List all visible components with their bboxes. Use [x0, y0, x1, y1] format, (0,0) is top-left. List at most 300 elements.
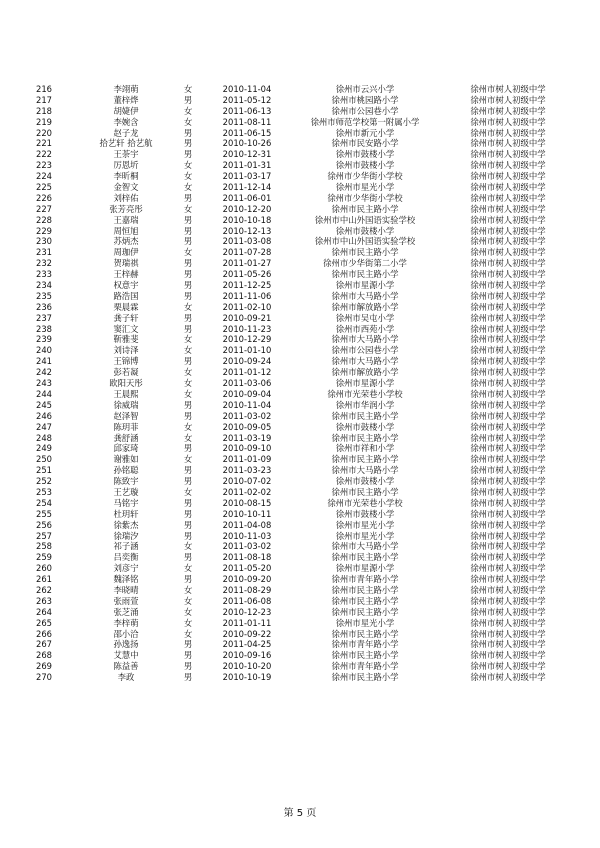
table-row — [0, 171, 600, 182]
student-name: 周珈伊 — [113, 247, 139, 258]
primary-school: 徐州市中山外国语实验学校 — [314, 236, 416, 247]
middle-school: 徐州市树人初级中学 — [470, 192, 546, 203]
student-name: 魏泽铭 — [113, 574, 139, 585]
table-row — [0, 182, 600, 193]
row-number: 249 — [36, 443, 52, 454]
birth-date: 2011-01-31 — [222, 160, 272, 171]
birth-date: 2010-12-23 — [222, 606, 272, 617]
birth-date: 2011-03-06 — [222, 378, 272, 389]
middle-school: 徐州市树人初级中学 — [470, 486, 546, 497]
primary-school: 徐州市师范学校第一附属小学 — [310, 116, 420, 127]
row-number: 252 — [36, 476, 52, 487]
gender: 女 — [183, 421, 193, 432]
gender: 女 — [183, 334, 193, 345]
student-name: 周恒旭 — [113, 225, 139, 236]
middle-school: 徐州市树人初级中学 — [470, 584, 546, 595]
student-name: 李晓晴 — [113, 584, 139, 595]
row-number: 265 — [36, 617, 52, 628]
birth-date: 2011-05-26 — [222, 269, 272, 280]
middle-school: 徐州市树人初级中学 — [470, 628, 546, 639]
primary-school: 徐州市鼓楼小学 — [335, 421, 395, 432]
gender: 女 — [183, 563, 193, 574]
student-name: 王锦博 — [113, 356, 139, 367]
student-name: 刘诗泽 — [113, 345, 139, 356]
birth-date: 2011-01-12 — [222, 367, 272, 378]
birth-date: 2011-01-27 — [222, 258, 272, 269]
page-number: 第 5 页 — [283, 808, 317, 819]
student-name: 龚子轩 — [113, 312, 139, 323]
middle-school: 徐州市树人初级中学 — [470, 410, 546, 421]
student-name: 陈致宇 — [113, 476, 139, 487]
middle-school: 徐州市树人初级中学 — [470, 552, 546, 563]
gender: 女 — [183, 182, 193, 193]
row-number: 266 — [36, 628, 52, 639]
student-name: 金智文 — [113, 182, 139, 193]
primary-school: 徐州市鼓楼小学 — [335, 149, 395, 160]
gender: 男 — [183, 650, 193, 661]
table-row — [0, 443, 600, 454]
table-row — [0, 585, 600, 596]
table-row — [0, 324, 600, 335]
primary-school: 徐州市吴屯小学 — [335, 312, 395, 323]
gender: 女 — [183, 105, 193, 116]
primary-school: 徐州市民安路小学 — [331, 138, 399, 149]
table-row — [0, 650, 600, 661]
gender: 女 — [183, 388, 193, 399]
table-row — [0, 106, 600, 117]
table-row — [0, 291, 600, 302]
row-number: 226 — [36, 192, 52, 203]
gender: 男 — [183, 225, 193, 236]
primary-school: 徐州市青年路小学 — [331, 639, 399, 650]
gender: 女 — [183, 160, 193, 171]
gender: 女 — [183, 606, 193, 617]
table-row — [0, 465, 600, 476]
gender: 女 — [183, 84, 193, 94]
row-number: 225 — [36, 182, 52, 193]
primary-school: 徐州市民主路小学 — [331, 454, 399, 465]
birth-date: 2010-09-21 — [222, 312, 272, 323]
gender: 男 — [183, 138, 193, 149]
birth-date: 2011-06-08 — [222, 595, 272, 606]
gender: 男 — [183, 149, 193, 160]
middle-school: 徐州市树人初级中学 — [470, 84, 546, 94]
row-number: 260 — [36, 563, 52, 574]
gender: 男 — [183, 410, 193, 421]
table-row — [0, 661, 600, 672]
student-name: 马铭宇 — [113, 497, 139, 508]
birth-date: 2011-03-08 — [222, 236, 272, 247]
middle-school: 徐州市树人初级中学 — [470, 617, 546, 628]
student-name: 张芝涌 — [113, 606, 139, 617]
table-row — [0, 607, 600, 618]
gender: 女 — [183, 345, 193, 356]
birth-date: 2011-06-13 — [222, 105, 272, 116]
primary-school: 徐州市星源小学 — [335, 563, 395, 574]
table-row — [0, 193, 600, 204]
gender: 女 — [183, 454, 193, 465]
primary-school: 徐州市星源小学 — [335, 280, 395, 291]
student-name: 靳雅斐 — [113, 334, 139, 345]
row-number: 236 — [36, 301, 52, 312]
birth-date: 2011-04-08 — [222, 519, 272, 530]
gender: 男 — [183, 399, 193, 410]
gender: 女 — [183, 171, 193, 182]
table-row — [0, 531, 600, 542]
student-name: 邱家琦 — [113, 443, 139, 454]
row-number: 242 — [36, 367, 52, 378]
middle-school: 徐州市树人初级中学 — [470, 94, 546, 105]
middle-school: 徐州市树人初级中学 — [470, 138, 546, 149]
table-row — [0, 128, 600, 139]
primary-school: 徐州市青年路小学 — [331, 661, 399, 672]
student-name: 徐紫杰 — [113, 519, 139, 530]
primary-school: 徐州市鼓楼小学 — [335, 160, 395, 171]
table-row — [0, 596, 600, 607]
middle-school: 徐州市树人初级中学 — [470, 388, 546, 399]
student-name: 刘彦宁 — [113, 563, 139, 574]
table-row — [0, 160, 600, 171]
row-number: 259 — [36, 552, 52, 563]
primary-school: 徐州市星光小学 — [335, 530, 395, 541]
row-number: 223 — [36, 160, 52, 171]
gender: 女 — [183, 432, 193, 443]
birth-date: 2011-05-12 — [222, 94, 272, 105]
birth-date: 2011-02-02 — [222, 486, 272, 497]
middle-school: 徐州市树人初级中学 — [470, 290, 546, 301]
middle-school: 徐州市树人初级中学 — [470, 247, 546, 258]
row-number: 221 — [36, 138, 52, 149]
gender: 男 — [183, 530, 193, 541]
gender: 男 — [183, 127, 193, 138]
table-row — [0, 84, 600, 95]
birth-date: 2010-08-15 — [222, 497, 272, 508]
gender: 女 — [183, 584, 193, 595]
row-number: 243 — [36, 378, 52, 389]
table-row — [0, 509, 600, 520]
table-row — [0, 95, 600, 106]
student-name: 贺瑞祺 — [113, 258, 139, 269]
row-number: 218 — [36, 105, 52, 116]
primary-school: 徐州市星光小学 — [335, 182, 395, 193]
birth-date: 2010-10-26 — [222, 138, 272, 149]
table-row — [0, 258, 600, 269]
student-name: 赵子龙 — [113, 127, 139, 138]
birth-date: 2011-04-25 — [222, 639, 272, 650]
row-number: 262 — [36, 584, 52, 595]
table-row — [0, 367, 600, 378]
primary-school: 徐州市大马路小学 — [331, 334, 399, 345]
primary-school: 徐州市民主路小学 — [331, 628, 399, 639]
primary-school: 徐州市鼓楼小学 — [335, 508, 395, 519]
gender: 男 — [183, 258, 193, 269]
middle-school: 徐州市树人初级中学 — [470, 345, 546, 356]
gender: 女 — [183, 617, 193, 628]
middle-school: 徐州市树人初级中学 — [470, 214, 546, 225]
primary-school: 徐州市民主路小学 — [331, 584, 399, 595]
gender: 男 — [183, 443, 193, 454]
gender: 女 — [183, 247, 193, 258]
primary-school: 徐州市少华街小学校 — [327, 192, 403, 203]
primary-school: 徐州市祥和小学 — [335, 443, 395, 454]
student-name: 李婉含 — [113, 116, 139, 127]
primary-school: 徐州市民主路小学 — [331, 552, 399, 563]
middle-school: 徐州市树人初级中学 — [470, 301, 546, 312]
primary-school: 徐州市西苑小学 — [335, 323, 395, 334]
middle-school: 徐州市树人初级中学 — [470, 203, 546, 214]
row-number: 240 — [36, 345, 52, 356]
student-name: 艾慧中 — [113, 650, 139, 661]
row-number: 268 — [36, 650, 52, 661]
student-name: 董梓烨 — [113, 94, 139, 105]
birth-date: 2011-03-19 — [222, 432, 272, 443]
student-name: 李政 — [117, 672, 135, 683]
student-name: 窦汇文 — [113, 323, 139, 334]
table-row — [0, 422, 600, 433]
student-name: 杜玥轩 — [113, 508, 139, 519]
student-name: 谢雅如 — [113, 454, 139, 465]
gender: 男 — [183, 323, 193, 334]
student-name: 路浩国 — [113, 290, 139, 301]
table-row — [0, 574, 600, 585]
row-number: 258 — [36, 541, 52, 552]
row-number: 238 — [36, 323, 52, 334]
row-number: 246 — [36, 410, 52, 421]
birth-date: 2011-02-10 — [222, 301, 272, 312]
middle-school: 徐州市树人初级中学 — [470, 334, 546, 345]
table-row — [0, 433, 600, 444]
gender: 女 — [183, 367, 193, 378]
birth-date: 2010-12-13 — [222, 225, 272, 236]
gender: 男 — [183, 476, 193, 487]
row-number: 257 — [36, 530, 52, 541]
birth-date: 2010-10-19 — [222, 672, 272, 683]
primary-school: 徐州市光荣巷小学校 — [327, 388, 403, 399]
row-number: 251 — [36, 465, 52, 476]
primary-school: 徐州市公园巷小学 — [331, 345, 399, 356]
row-number: 231 — [36, 247, 52, 258]
primary-school: 徐州市大马路小学 — [331, 541, 399, 552]
gender: 男 — [183, 552, 193, 563]
birth-date: 2010-11-03 — [222, 530, 272, 541]
birth-date: 2011-12-14 — [222, 182, 272, 193]
middle-school: 徐州市树人初级中学 — [470, 116, 546, 127]
birth-date: 2010-12-20 — [222, 203, 272, 214]
birth-date: 2010-12-29 — [222, 334, 272, 345]
table-row — [0, 639, 600, 650]
table-row — [0, 149, 600, 160]
birth-date: 2010-09-10 — [222, 443, 272, 454]
middle-school: 徐州市树人初级中学 — [470, 280, 546, 291]
birth-date: 2011-01-11 — [222, 617, 272, 628]
birth-date: 2011-06-01 — [222, 192, 272, 203]
table-row — [0, 629, 600, 640]
birth-date: 2011-08-11 — [222, 116, 272, 127]
gender: 男 — [183, 192, 193, 203]
student-name: 龚舒涵 — [113, 432, 139, 443]
gender: 女 — [183, 628, 193, 639]
gender: 男 — [183, 574, 193, 585]
student-name: 李昕桐 — [113, 171, 139, 182]
row-number: 232 — [36, 258, 52, 269]
student-name: 王嘉瑞 — [113, 214, 139, 225]
birth-date: 2011-01-09 — [222, 454, 272, 465]
table-row — [0, 400, 600, 411]
primary-school: 徐州市鼓楼小学 — [335, 225, 395, 236]
middle-school: 徐州市树人初级中学 — [470, 378, 546, 389]
student-name: 胡婕伊 — [113, 105, 139, 116]
middle-school: 徐州市树人初级中学 — [470, 661, 546, 672]
student-table — [0, 84, 600, 683]
birth-date: 2010-10-20 — [222, 661, 272, 672]
student-name: 王晨熙 — [113, 388, 139, 399]
row-number: 267 — [36, 639, 52, 650]
table-row — [0, 476, 600, 487]
birth-date: 2011-03-02 — [222, 541, 272, 552]
row-number: 228 — [36, 214, 52, 225]
row-number: 230 — [36, 236, 52, 247]
student-name: 张雨萱 — [113, 595, 139, 606]
table-row — [0, 552, 600, 563]
primary-school: 徐州市中山外国语实验学校 — [314, 214, 416, 225]
middle-school: 徐州市树人初级中学 — [470, 258, 546, 269]
middle-school: 徐州市树人初级中学 — [470, 476, 546, 487]
primary-school: 徐州市大马路小学 — [331, 290, 399, 301]
row-number: 227 — [36, 203, 52, 214]
birth-date: 2010-09-05 — [222, 421, 272, 432]
primary-school: 徐州市解放路小学 — [331, 301, 399, 312]
table-row — [0, 378, 600, 389]
student-name: 祁子涵 — [113, 541, 139, 552]
middle-school: 徐州市树人初级中学 — [470, 530, 546, 541]
middle-school: 徐州市树人初级中学 — [470, 639, 546, 650]
row-number: 261 — [36, 574, 52, 585]
gender: 男 — [183, 269, 193, 280]
gender: 女 — [183, 486, 193, 497]
middle-school: 徐州市树人初级中学 — [470, 127, 546, 138]
middle-school: 徐州市树人初级中学 — [470, 454, 546, 465]
student-name: 孙铭聪 — [113, 465, 139, 476]
primary-school: 徐州市鼓楼小学 — [335, 476, 395, 487]
middle-school: 徐州市树人初级中学 — [470, 541, 546, 552]
table-row — [0, 520, 600, 531]
student-name: 欧阳天彤 — [109, 378, 143, 389]
birth-date: 2010-09-20 — [222, 574, 272, 585]
gender: 男 — [183, 519, 193, 530]
primary-school: 徐州市民主路小学 — [331, 269, 399, 280]
middle-school: 徐州市树人初级中学 — [470, 323, 546, 334]
primary-school: 徐州市民主路小学 — [331, 432, 399, 443]
primary-school: 徐州市星光小学 — [335, 617, 395, 628]
middle-school: 徐州市树人初级中学 — [470, 574, 546, 585]
middle-school: 徐州市树人初级中学 — [470, 356, 546, 367]
table-row — [0, 563, 600, 574]
student-name: 厉恩圻 — [113, 160, 139, 171]
primary-school: 徐州市民主路小学 — [331, 672, 399, 683]
gender: 男 — [183, 497, 193, 508]
primary-school: 徐州市民主路小学 — [331, 486, 399, 497]
table-row — [0, 215, 600, 226]
gender: 男 — [183, 661, 193, 672]
table-row — [0, 280, 600, 291]
birth-date: 2010-11-23 — [222, 323, 272, 334]
primary-school: 徐州市少华街第二小学 — [323, 258, 407, 269]
birth-date: 2010-11-04 — [222, 399, 272, 410]
row-number: 270 — [36, 672, 52, 683]
row-number: 263 — [36, 595, 52, 606]
middle-school: 徐州市树人初级中学 — [470, 421, 546, 432]
primary-school: 徐州市公园巷小学 — [331, 105, 399, 116]
row-number: 244 — [36, 388, 52, 399]
student-name: 王梓赫 — [113, 269, 139, 280]
primary-school: 徐州市云兴小学 — [335, 84, 395, 94]
primary-school: 徐州市华润小学 — [335, 399, 395, 410]
primary-school: 徐州市民主路小学 — [331, 595, 399, 606]
primary-school: 徐州市大马路小学 — [331, 356, 399, 367]
middle-school: 徐州市树人初级中学 — [470, 595, 546, 606]
table-row — [0, 345, 600, 356]
primary-school: 徐州市青年路小学 — [331, 574, 399, 585]
middle-school: 徐州市树人初级中学 — [470, 465, 546, 476]
gender: 男 — [183, 290, 193, 301]
student-name: 栗晨霖 — [113, 301, 139, 312]
middle-school: 徐州市树人初级中学 — [470, 225, 546, 236]
middle-school: 徐州市树人初级中学 — [470, 182, 546, 193]
middle-school: 徐州市树人初级中学 — [470, 672, 546, 683]
birth-date: 2011-03-23 — [222, 465, 272, 476]
birth-date: 2010-09-22 — [222, 628, 272, 639]
birth-date: 2010-10-11 — [222, 508, 272, 519]
student-name: 邵小洽 — [113, 628, 139, 639]
table-row — [0, 138, 600, 149]
student-name: 陈益善 — [113, 661, 139, 672]
gender: 男 — [183, 312, 193, 323]
middle-school: 徐州市树人初级中学 — [470, 563, 546, 574]
primary-school: 徐州市解放路小学 — [331, 367, 399, 378]
table-row — [0, 487, 600, 498]
table-row — [0, 236, 600, 247]
student-name: 徐威瑞 — [113, 399, 139, 410]
student-name: 李梓萌 — [113, 617, 139, 628]
row-number: 250 — [36, 454, 52, 465]
row-number: 248 — [36, 432, 52, 443]
birth-date: 2011-05-20 — [222, 563, 272, 574]
student-name: 张芳亮彤 — [109, 203, 143, 214]
row-number: 241 — [36, 356, 52, 367]
row-number: 254 — [36, 497, 52, 508]
table-row — [0, 498, 600, 509]
table-row — [0, 356, 600, 367]
primary-school: 徐州市民主路小学 — [331, 606, 399, 617]
middle-school: 徐州市树人初级中学 — [470, 606, 546, 617]
gender: 女 — [183, 301, 193, 312]
row-number: 222 — [36, 149, 52, 160]
birth-date: 2011-08-29 — [222, 584, 272, 595]
row-number: 247 — [36, 421, 52, 432]
birth-date: 2011-12-25 — [222, 280, 272, 291]
table-row — [0, 672, 600, 683]
birth-date: 2010-07-02 — [222, 476, 272, 487]
gender: 女 — [183, 595, 193, 606]
gender: 男 — [183, 639, 193, 650]
middle-school: 徐州市树人初级中学 — [470, 508, 546, 519]
middle-school: 徐州市树人初级中学 — [470, 443, 546, 454]
table-row — [0, 334, 600, 345]
gender: 男 — [183, 94, 193, 105]
birth-date: 2011-03-17 — [222, 171, 272, 182]
student-name: 王艺璇 — [113, 486, 139, 497]
middle-school: 徐州市树人初级中学 — [470, 650, 546, 661]
